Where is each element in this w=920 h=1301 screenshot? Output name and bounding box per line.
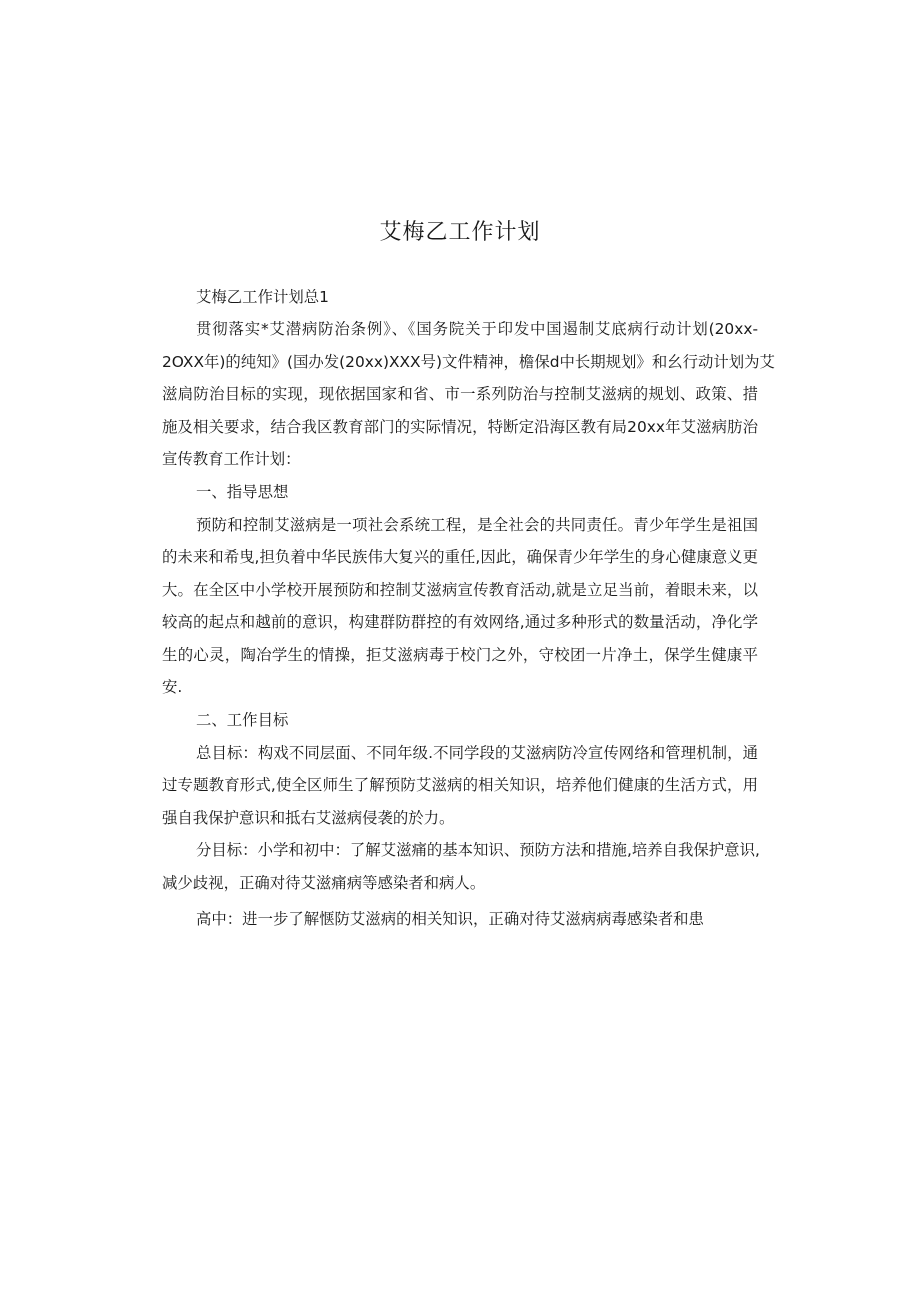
paragraph-line: 安. (162, 678, 183, 696)
intro-line: 宣传教育工作计划： (162, 450, 301, 468)
paragraph-line: 预防和控制艾滋病是一项社会系统工程，是全社会的共同责任。青少年学生是祖国 (196, 516, 758, 534)
document-title: 艾梅乙工作计划 (379, 220, 541, 245)
document-subtitle: 艾梅乙工作计划总1 (196, 288, 329, 306)
intro-line: 滋扃防治目标的实现，现依据国家和省、市一系列防治与控制艾滋病的规划、政策、措 (162, 385, 758, 403)
paragraph-line: 的未来和希曳,担负着中华民族伟大复兴的重任,因此，确保青少年学生的身心健康意义更 (162, 548, 758, 566)
paragraph-line: 生的心灵，陶冶学生的情操，拒艾滋病毒于校门之外，守校团一片净土，保学生健康平 (162, 646, 758, 664)
intro-line: 施及相关要求，结合我区教育部门的实际情况，特断定沿海区教有局20xx年艾滋病肪治 (162, 418, 758, 436)
paragraph-line: 强自我保护意识和抵右艾滋病侵袭的於力。 (162, 809, 455, 827)
paragraph-line: 大。在全区中小学校开展预防和控制艾滋病宣传教育活动,就是立足当前，着眼未来，以 (162, 581, 758, 599)
section-heading: 二、工作目标 (196, 711, 289, 729)
paragraph-line: 高中：进一步了解惬防艾滋病的相关知识，正确对待艾滋病病毒感染者和患 (196, 910, 704, 928)
paragraph-line: 减少歧视，正确对待艾滋痛病等感染者和病人。 (162, 874, 486, 892)
intro-line: 2OXX年)的纯知》(国办发(20xx)XXX号)文件精神，檐保d中长期规划》和幺行动计划为艾 (162, 353, 775, 371)
intro-line: 贯彻落实*艾潜病防治条例》、《国务院关于印发中国遏制艾底病行动计划(20xx- (196, 320, 758, 338)
paragraph-line: 过专题教育形式,使全区师生了解预防艾滋病的相关知识，培养他们健康的生活方式，用 (162, 776, 758, 794)
section-heading: 一、指导思想 (196, 483, 289, 501)
paragraph-line: 总目标：构戏不同层面、不同年级.不同学段的艾滋病防冷宣传网络和管理机制，通 (196, 744, 758, 762)
paragraph-line: 分目标：小学和初中：了解艾滋痛的基本知识、预防方法和措施,培养自我保护意识, (196, 841, 760, 859)
paragraph-line: 较高的起点和越前的意识，构建群防群控的有效网络,通过多种形式的数量活动，净化学 (162, 613, 758, 631)
